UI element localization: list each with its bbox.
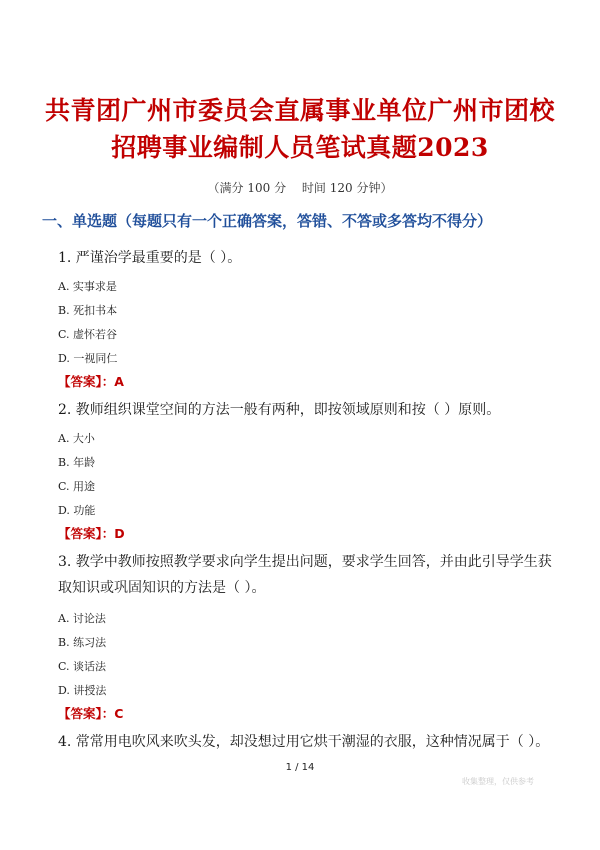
question-3-answer: 【答案】：C [58, 706, 124, 721]
watermark-text: 收集整理，仅供参考 [462, 777, 534, 786]
question-1-option-d: D. 一视同仁 [58, 352, 118, 365]
question-3-option-d: D. 讲授法 [58, 684, 107, 697]
question-2-option-b: B. 年龄 [58, 456, 96, 469]
question-2-option-a: A. 大小 [58, 432, 95, 445]
question-1-answer: 【答案】：A [58, 374, 124, 389]
question-1-text: 1. 严谨治学最重要的是（ ）。 [58, 250, 242, 266]
question-3-option-b: B. 练习法 [58, 636, 107, 649]
question-2-option-c: C. 用途 [58, 480, 96, 493]
question-3-text: 3. 教学中教师按照教学要求向学生提出问题，要求学生回答，并由此引导学生获取知识或巩固知识的方法是（ ）。 [58, 554, 552, 596]
question-2-answer: 【答案】：D [58, 526, 125, 541]
document-title: 共青团广州市委员会直属事业单位广州市团校招聘事业编制人员笔试真题2023 [44, 96, 555, 162]
question-2-text: 2. 教师组织课堂空间的方法一般有两种，即按领域原则和按（ ）原则。 [58, 402, 501, 418]
page-number: 1 / 14 [285, 762, 315, 773]
question-3-option-a: A. 讨论法 [58, 612, 106, 625]
time-limit-label: 时间 120 分钟） [301, 181, 393, 195]
question-4-text: 4. 常常用电吹风来吹头发，却没想过用它烘干潮湿的衣服，这种情况属于（ ）。 [58, 734, 550, 750]
question-3-option-c: C. 谈话法 [58, 660, 107, 673]
exam-info [0, 179, 600, 196]
question-1-option-a: A. 实事求是 [58, 280, 117, 293]
full-score-label: （满分 100 分 [207, 181, 287, 195]
section-heading: 一、单选题（每题只有一个正确答案，答错、不答或多答均不得分） [42, 212, 493, 230]
question-2-option-d: D. 功能 [58, 504, 96, 517]
question-1-option-b: B. 死扣书本 [58, 304, 118, 317]
question-1-option-c: C. 虚怀若谷 [58, 328, 118, 341]
